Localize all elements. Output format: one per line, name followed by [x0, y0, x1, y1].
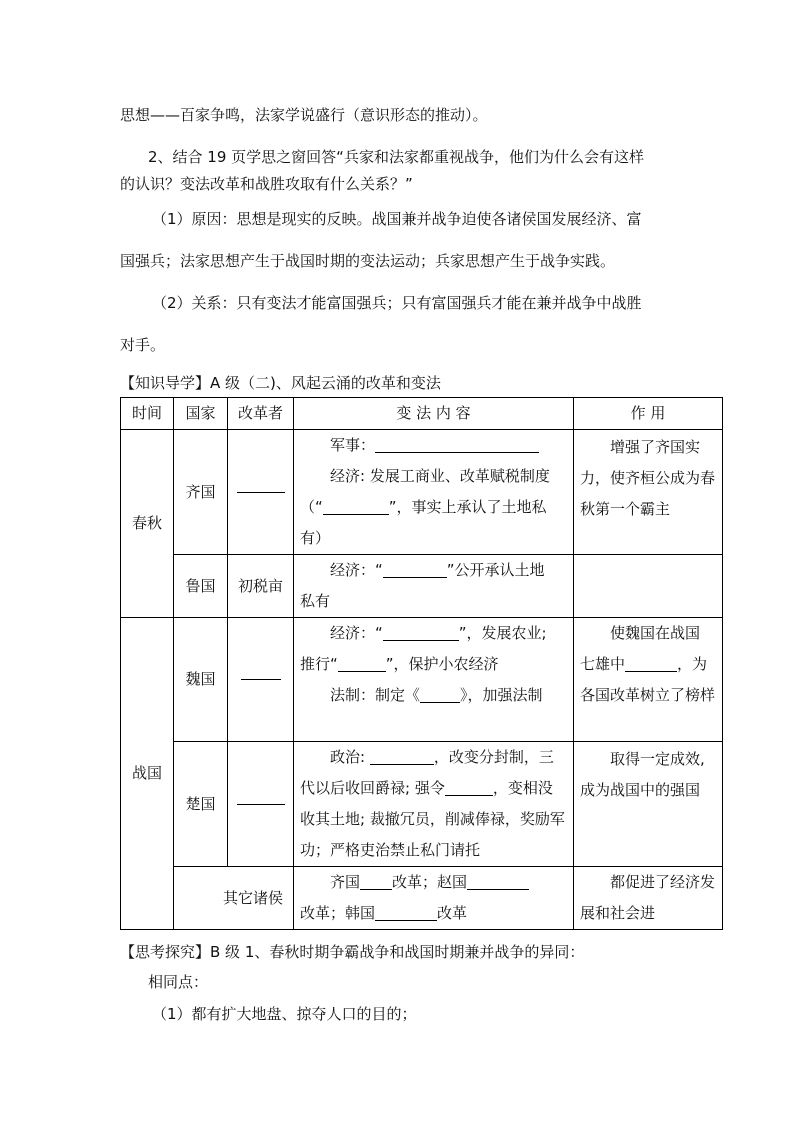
cell-period-warring: 战国: [121, 618, 174, 930]
section-heading-knowledge: 【知识导学】A 级（二)、风起云涌的改革和变法: [120, 374, 441, 392]
content-military-label: 军事：: [330, 436, 376, 454]
cell-content-wei: [294, 618, 574, 742]
reformer-blank[interactable]: [237, 492, 285, 493]
table-header-row: [121, 398, 723, 430]
cell-effect-lu: [574, 555, 723, 618]
content-text: ，变相没收其土地; 裁撤冗员，削减俸禄，奖励军功；严格吏治禁止私门请托: [300, 779, 565, 859]
effect-text: 七雄中: [580, 655, 626, 673]
cell-effect-qi: 增强了齐国实力，使齐桓公成为春秋第一个霸主: [574, 430, 723, 555]
paragraph-reason-line2: 国强兵；法家思想产生于战国时期的变法运动；兵家思想产生于战争实践。: [120, 252, 616, 270]
paragraph-item-1: （1）都有扩大地盘、掠夺人口的目的；: [152, 1005, 417, 1023]
content-text: 经济：“: [330, 624, 383, 642]
cell-state-wei: 魏国: [174, 618, 228, 742]
cell-others-label: 其它诸侯: [174, 867, 294, 930]
answer-blank[interactable]: [625, 653, 677, 672]
header-effect: 作 用: [574, 398, 723, 430]
content-text: 法制：制定《: [330, 686, 421, 704]
content-text: 齐国: [330, 873, 361, 891]
cell-state-chu: 楚国: [174, 742, 228, 867]
cell-content-others: [294, 867, 574, 930]
content-economy: 经济: 发展工商业、改革赋税制度: [330, 467, 550, 485]
cell-period-spring: 春秋: [121, 430, 174, 618]
cell-content-chu: [294, 742, 574, 867]
content-text: 改革；赵国: [392, 873, 468, 891]
answer-blank[interactable]: [323, 496, 389, 515]
content-text: （“: [300, 498, 323, 516]
content-text: 改革: [437, 904, 468, 922]
content-text: 有）: [300, 529, 331, 547]
cell-content-lu: [294, 555, 574, 618]
answer-blank[interactable]: [383, 622, 459, 641]
reformer-blank[interactable]: [241, 679, 281, 680]
paragraph-question-line1: 2、结合 19 页学思之窗回答“兵家和法家都重视战争，他们为什么会有这样: [148, 148, 644, 166]
cell-reformer-wei: [228, 618, 294, 742]
section-heading-explore: 【思考探究】B 级 1、春秋时期争霸战争和战国时期兼并战争的异同：: [120, 943, 585, 961]
answer-blank[interactable]: [467, 871, 529, 890]
header-content: 变 法 内 容: [294, 398, 574, 430]
table-row-chu: [121, 742, 723, 867]
reform-table: [120, 397, 723, 930]
content-text: 》，加强法制: [460, 686, 543, 704]
answer-blank[interactable]: [370, 746, 434, 765]
cell-state-qi: 齐国: [174, 430, 228, 555]
content-text: ”公开承认土地: [446, 561, 545, 579]
answer-blank[interactable]: [338, 653, 386, 672]
paragraph-relation-line2: 对手。: [120, 336, 166, 354]
content-text: ”，保护小农经济: [385, 655, 499, 673]
header-time: 时间: [121, 398, 174, 430]
cell-effect-chu: 取得一定成效,成为战国中的强国: [574, 742, 723, 867]
header-reformer: 改革者: [228, 398, 294, 430]
cell-state-lu: 鲁国: [174, 555, 228, 618]
reformer-blank[interactable]: [237, 804, 285, 805]
paragraph-question-line2: 的认识？变法改革和战胜攻取有什么关系？”: [120, 175, 413, 193]
answer-blank[interactable]: [445, 777, 493, 796]
content-text: ，改变分封制，三代以后收回爵禄; 强令: [300, 748, 554, 797]
paragraph-thought: 思想——百家争鸣，法家学说盛行（意识形态的推动）。: [120, 106, 488, 124]
content-text: 经济：“: [330, 561, 383, 579]
effect-text: ，为: [677, 655, 708, 673]
content-text: ”，发展农业;: [458, 624, 547, 642]
paragraph-reason-line1: （1）原因：思想是现实的反映。战国兼并战争迫使各诸侯国发展经济、富: [152, 210, 642, 228]
content-text: 政治:: [330, 748, 370, 766]
answer-blank[interactable]: [420, 684, 460, 703]
content-text: 私有: [300, 592, 331, 610]
table-row-wei: [121, 618, 723, 742]
answer-blank[interactable]: [383, 559, 447, 578]
cell-reformer-lu: 初税亩: [228, 555, 294, 618]
cell-content-qi: [294, 430, 574, 555]
table-row-qi: [121, 430, 723, 555]
header-state: 国家: [174, 398, 228, 430]
paragraph-same-points: 相同点：: [148, 973, 209, 991]
cell-reformer-qi: [228, 430, 294, 555]
content-text: ”，事实上承认了土地私: [388, 498, 547, 516]
table-row-lu: [121, 555, 723, 618]
cell-effect-others: 都促进了经济发展和社会进: [574, 867, 723, 930]
answer-blank[interactable]: [375, 902, 437, 921]
answer-blank[interactable]: [375, 434, 539, 453]
table-row-others: [121, 867, 723, 930]
cell-reformer-chu: [228, 742, 294, 867]
paragraph-relation-line1: （2）关系：只有变法才能富国强兵；只有富国强兵才能在兼并战争中战胜: [152, 294, 642, 312]
content-text: 推行“: [300, 655, 338, 673]
cell-effect-wei: [574, 618, 723, 742]
content-text: 改革；韩国: [300, 904, 376, 922]
answer-blank[interactable]: [360, 871, 392, 890]
effect-text: 使魏国在战国: [610, 624, 701, 642]
effect-text: 各国改革树立了榜样: [580, 686, 716, 704]
